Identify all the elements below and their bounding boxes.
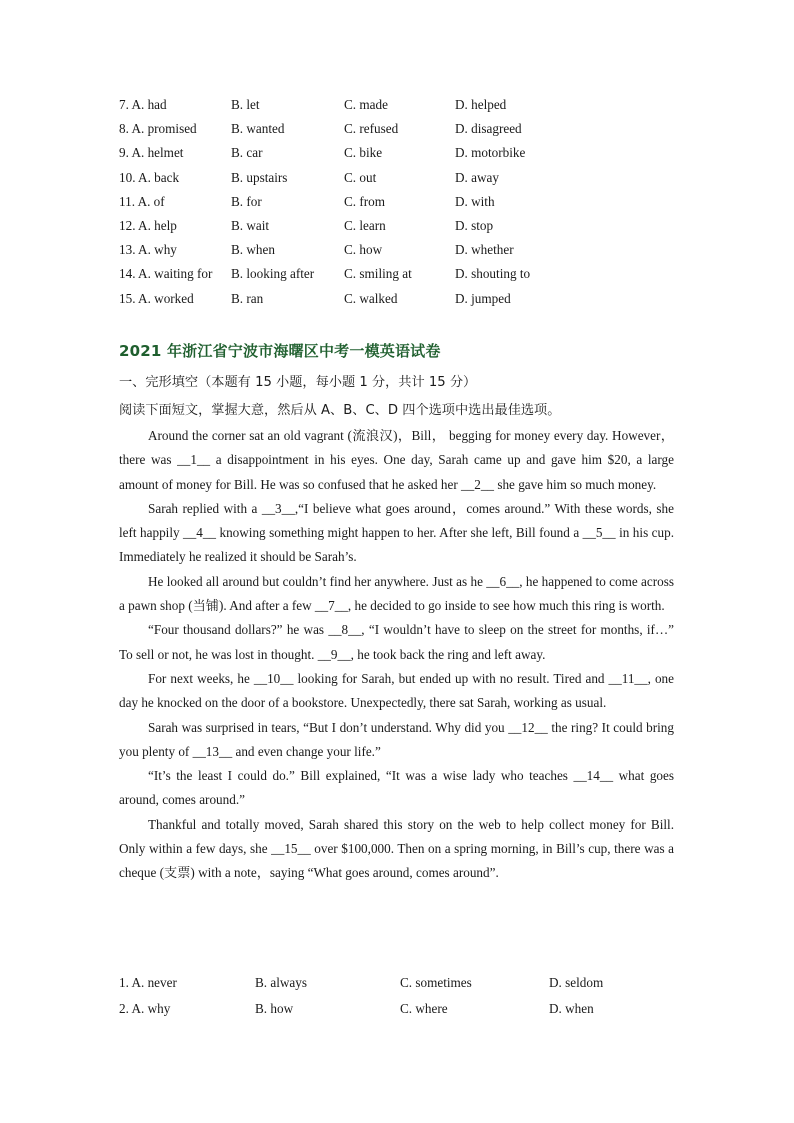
option-c: C. smiling at (344, 266, 412, 282)
option-a: 10. A. back (119, 169, 180, 185)
passage-paragraph: Sarah replied with a __3__,“I believe what goes around，comes around.” With these words, she left happily __4__ knowing something might happen to her. After she left, Bill found a __5__ in his cup. Immediately he realized it should be Sarah’s. (119, 500, 674, 565)
passage-paragraph: He looked all around but couldn’t find her anywhere. Just as he __6__, he happened to come across a pawn shop (当铺). And after a few __7__, he decided to go inside to see how much this ring is worth. (119, 573, 674, 614)
option-c: C. refused (344, 121, 399, 137)
passage-paragraph: Thankful and totally moved, Sarah shared this story on the web to help collect money for Bill. Only within a few days, she __15__ over $100,000. Then on a spring morning, in Bill’s cup, there was a cheque (支票) with a note，saying “What goes around, comes around”. (119, 816, 674, 881)
option-a: 14. A. waiting for (119, 266, 213, 282)
instruction-text: 阅读下面短文，掌握大意，然后从 A、B、C、D 四个选项中选出最佳选项。 (119, 403, 561, 418)
option-b: B. wanted (231, 121, 285, 137)
option-b: B. let (231, 97, 260, 112)
option-d: D. disagreed (455, 121, 522, 137)
passage-paragraph: “Four thousand dollars?” he was __8__, “I wouldn’t have to sleep on the street for months, if…” To sell or not, he was lost in thought. __9__, he took back the ring and left away. (119, 622, 674, 662)
option-a: 15. A. worked (119, 290, 194, 306)
option-d: D. motorbike (455, 145, 526, 161)
option-a: 7. A. had (119, 97, 167, 112)
option-c: C. made (344, 97, 388, 112)
option-c: C. learn (344, 217, 386, 233)
option-d: D. jumped (455, 290, 511, 306)
option-d: D. when (549, 1001, 594, 1016)
option-c: C. from (344, 193, 386, 209)
option-b: B. ran (231, 290, 264, 306)
option-a: 2. A. why (119, 1001, 171, 1016)
option-c: C. sometimes (400, 975, 472, 990)
option-c: C. where (400, 1001, 448, 1016)
option-b: B. how (255, 1001, 294, 1016)
option-d: D. stop (455, 217, 494, 233)
option-d: D. shouting to (455, 266, 531, 282)
option-c: C. how (344, 242, 383, 258)
option-a: 9. A. helmet (119, 145, 184, 161)
option-b: B. for (231, 193, 262, 209)
passage-paragraph: For next weeks, he __10__ looking for Sarah, but ended up with no result. Tired and __11__, one day he knocked on the door of a bookstore. Unexpectedly, there sat Sarah, working as usual. (119, 670, 674, 711)
option-b: B. always (255, 975, 308, 990)
option-d: D. with (455, 193, 495, 209)
option-b: B. looking after (231, 266, 315, 282)
passage-paragraph: “It’s the least I could do.” Bill explained, “It was a wise lady who teaches __14__ what goes around, comes around.” (119, 768, 674, 808)
option-b: B. car (231, 145, 263, 161)
option-b: B. when (231, 242, 275, 258)
option-a: 12. A. help (119, 217, 177, 233)
option-d: D. helped (455, 97, 507, 112)
option-b: B. wait (231, 217, 270, 233)
option-d: D. seldom (549, 975, 604, 990)
option-c: C. walked (344, 290, 398, 306)
passage-paragraph: Around the corner sat an old vagrant (流浪汉)，Bill， begging for money every day. However，there was __1__ a disappointment in his eyes. One day, Sarah came up and gave him $20, a large amount of money for Bill. He was so confused that he asked her __2__ she gave him so much money. (119, 428, 674, 492)
option-c: C. out (344, 169, 377, 185)
section-heading: 一、完形填空（本题有 15 小题，每小题 1 分，共计 15 分） (119, 375, 477, 390)
option-b: B. upstairs (231, 169, 288, 185)
option-d: D. whether (455, 242, 514, 258)
option-d: D. away (455, 169, 499, 185)
option-a: 1. A. never (119, 975, 177, 990)
exam-title: 2021 年浙江省宁波市海曙区中考一模英语试卷 (119, 342, 441, 360)
option-a: 13. A. why (119, 242, 177, 258)
option-c: C. bike (344, 145, 383, 161)
passage-paragraph: Sarah was surprised in tears, “But I don’t understand. Why did you __12__ the ring? It could bring you plenty of __13__ and even change your life.” (119, 719, 674, 759)
cloze-passage (119, 424, 674, 886)
option-a: 8. A. promised (119, 121, 197, 137)
option-a: 11. A. of (119, 193, 165, 209)
